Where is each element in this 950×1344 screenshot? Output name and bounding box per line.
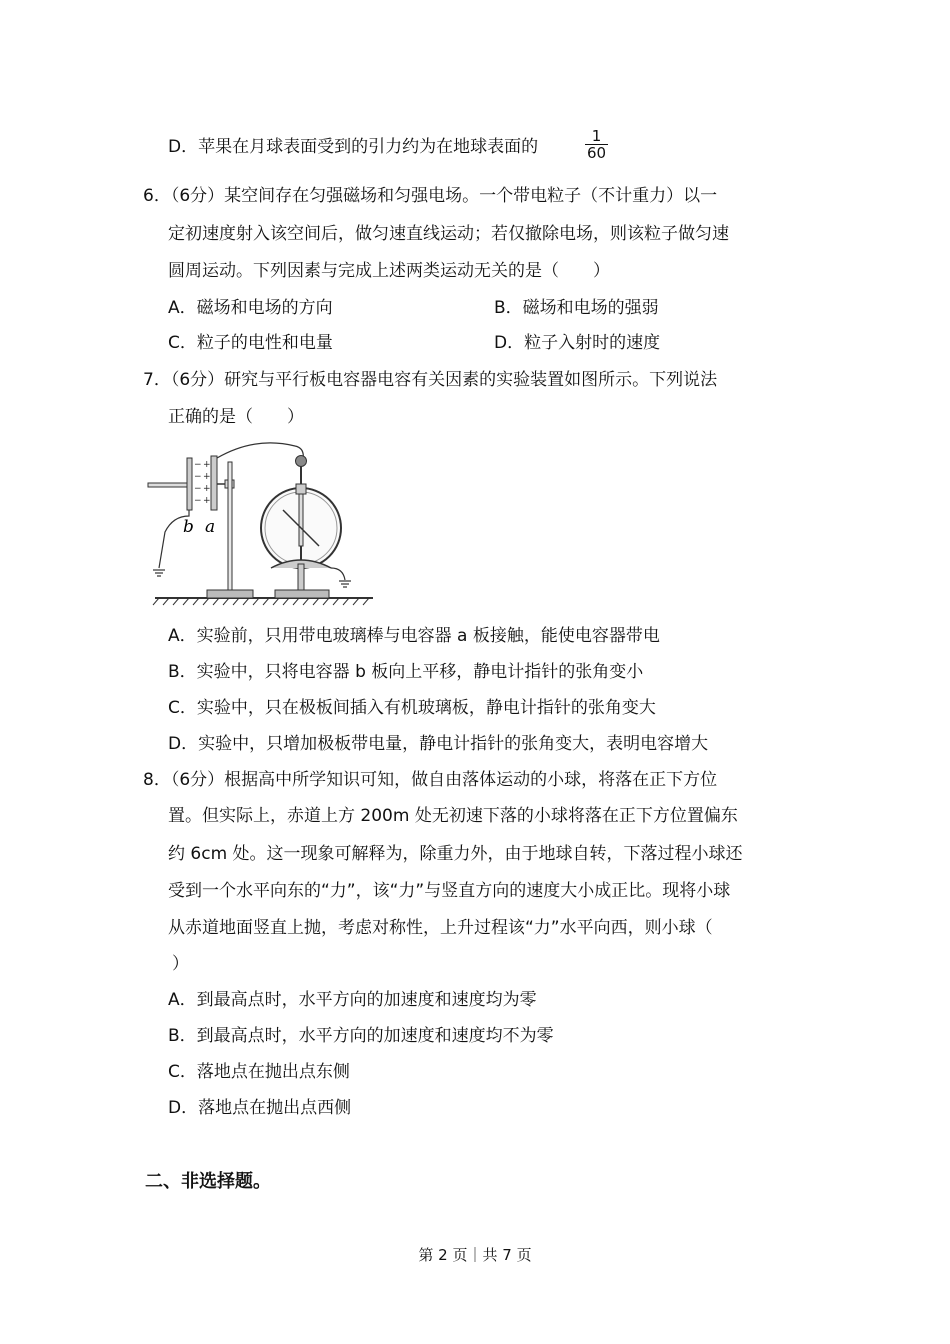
q7-capacitor-figure (145, 440, 380, 610)
ground-symbol-right (339, 581, 351, 587)
q5-option-d (168, 135, 538, 159)
electrometer-leg (298, 564, 304, 590)
plate-b (187, 458, 192, 510)
table-hatch (153, 598, 369, 605)
ground-symbol-left (153, 570, 165, 576)
q8-stem-line-4: 受到一个水平向东的“力”，该“力”与竖直方向的速度大小成正比。现将小球 (168, 881, 731, 901)
electrometer-base (275, 590, 329, 598)
q6-option-a: A．磁场和电场的方向 (168, 298, 333, 318)
electrometer-rod (299, 494, 303, 546)
q8-stem-line-2: 置。但实际上，赤道上方 200m 处无初速下落的小球将落在正下方位置偏东 (168, 806, 738, 826)
q6-stem-line-2: 定初速度射入该空间后，做匀速直线运动；若仅撤除电场，则该粒子做匀速 (168, 224, 729, 244)
section-heading: 二、非选择题。 (145, 1171, 271, 1192)
charge-plus-4: + (203, 496, 211, 506)
charge-plus-3: + (203, 484, 211, 494)
q7-stem-line-2: 正确的是（ ） (168, 407, 304, 427)
charge-minus-1: − (194, 460, 202, 470)
electrometer-knob (296, 456, 307, 467)
q8-stem-line-5: 从赤道地面竖直上抛，考虑对称性，上升过程该“力”水平向西，则小球（ (168, 918, 713, 938)
stand-pole (228, 462, 232, 590)
ground-wire-electrometer (331, 568, 345, 580)
plate-a-label: a (205, 517, 216, 537)
q8-option-b: B．到最高点时，水平方向的加速度和速度均不为零 (168, 1026, 554, 1046)
q7-option-b: B．实验中，只将电容器 b 板向上平移，静电计指针的张角变小 (168, 662, 644, 682)
charge-plus-2: + (203, 472, 211, 482)
q8-option-c: C．落地点在抛出点东侧 (168, 1062, 350, 1082)
stand-base (207, 590, 253, 598)
q7-option-d: D．实验中，只增加极板带电量，静电计指针的张角变大，表明电容增大 (168, 734, 709, 754)
q7-stem-line-1: 7．（6分）研究与平行板电容器电容有关因素的实验装置如图所示。下列说法 (143, 370, 718, 390)
q7-option-c: C．实验中，只在极板间插入有机玻璃板，静电计指针的张角变大 (168, 698, 656, 718)
q5-option-d-text: D．苹果在月球表面受到的引力约为在地球表面的 (168, 137, 539, 157)
fraction-denominator: 60 (587, 144, 607, 162)
q8-option-a: A．到最高点时，水平方向的加速度和速度均为零 (168, 990, 537, 1010)
connecting-wire (217, 443, 303, 460)
electrometer-insulator (296, 484, 306, 494)
page-footer: 第 2 页｜共 7 页 (418, 1246, 532, 1264)
q7-option-a: A．实验前，只用带电玻璃棒与电容器 a 板接触，能使电容器带电 (168, 626, 660, 646)
q8-stem-line-1: 8．（6分）根据高中所学知识可知，做自由落体运动的小球，将落在正下方位 (143, 770, 718, 790)
plate-b-label: b (183, 517, 194, 537)
charge-minus-3: − (194, 484, 202, 494)
q8-option-d: D．落地点在抛出点西侧 (168, 1098, 352, 1118)
q8-stem-line-6: ） (172, 954, 189, 974)
q6-stem-line-3: 圆周运动。下列因素与完成上述两类运动无关的是（ ） (168, 261, 610, 281)
q6-option-d: D．粒子入射时的速度 (494, 333, 661, 353)
charge-minus-2: − (194, 472, 202, 482)
insulating-handle (148, 483, 188, 487)
plate-a (211, 456, 217, 510)
fraction-numerator: 1 (591, 127, 602, 145)
q6-stem-line-1: 6．（6分）某空间存在匀强磁场和匀强电场。一个带电粒子（不计重力）以一 (143, 186, 718, 206)
q5-option-d-fraction (585, 128, 608, 161)
q6-option-b: B．磁场和电场的强弱 (494, 298, 659, 318)
charge-minus-4: − (194, 496, 202, 506)
q6-option-c: C．粒子的电性和电量 (168, 333, 333, 353)
q8-stem-line-3: 约 6cm 处。这一现象可解释为，除重力外，由于地球自转，下落过程小球还 (168, 844, 743, 864)
charge-plus-1: + (203, 460, 211, 470)
